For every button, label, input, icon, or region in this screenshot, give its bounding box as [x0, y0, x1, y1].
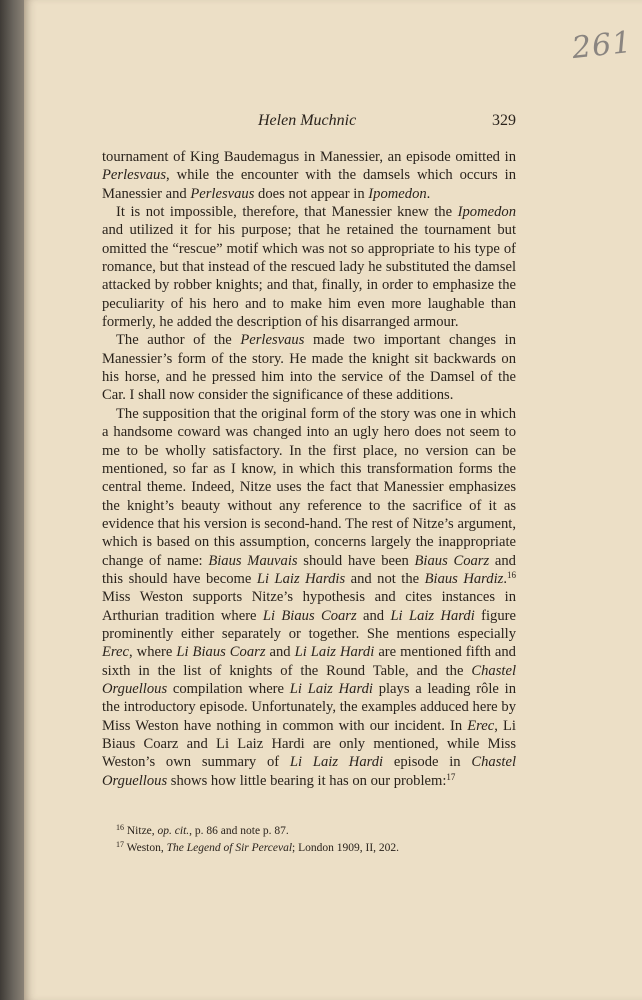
italic-text: Perlesvaus: [240, 332, 305, 349]
footnote-reference: 17: [446, 771, 456, 782]
text-run: and: [265, 644, 295, 661]
italic-text: Erec: [102, 644, 130, 661]
paragraph: [102, 148, 516, 203]
text-run: figure prominently either separately or together. She mentions especially: [102, 607, 516, 642]
italic-text: Perlesvaus: [102, 167, 167, 184]
paragraph: [102, 203, 516, 331]
italic-text: Li Biaus Coarz: [176, 644, 266, 661]
text-run: plays a leading rôle in the introductory episode. Unfortunately, the examples adduced here by Miss Weston have nothing in common with our incident. In: [102, 680, 516, 734]
text-run: It is not impossible, therefore, that Manessier knew the: [116, 204, 458, 221]
text-run: compilation where: [167, 680, 290, 697]
text-run: should have been: [297, 552, 415, 569]
text-run: shows how little bearing it has on our problem:: [167, 772, 447, 789]
italic-text: Li Laiz Hardis: [256, 570, 346, 587]
text-run: .: [426, 185, 431, 202]
book-spine-shadow: [0, 0, 24, 1000]
italic-text: Perlesvaus: [190, 185, 255, 202]
text-run: and: [356, 607, 391, 624]
text-run: ; London 1909, II, 202.: [292, 842, 400, 854]
italic-text: Chastel Orguellous: [102, 754, 516, 789]
body-text: [102, 148, 516, 790]
running-header: [102, 112, 516, 136]
italic-text: Li Laiz Hardi: [294, 644, 375, 661]
text-run: and not the: [345, 570, 425, 587]
italic-text: Biaus Coarz: [414, 552, 490, 569]
text-run: , while the encounter with the damsels which occurs in Manessier and: [102, 167, 516, 202]
footnote-marker: 17: [116, 840, 124, 849]
text-run: tournament of King Baudemagus in Manessier, an episode omitted in: [102, 149, 516, 165]
italic-text: Li Laiz Hardi: [390, 607, 475, 624]
text-run: Nitze,: [124, 825, 158, 837]
text-run: made two important changes in Manessier’s form of the story. He made the knight sit backwards on his horse, and he pressed him into the service of the Damsel of the Car. I shall now consider the significance of these additions.: [102, 332, 516, 404]
footnote-reference: 16: [507, 569, 516, 580]
handwritten-page-note: 261: [570, 24, 634, 67]
text-run: The supposition that the original form of the story was one in which a handsome coward was changed into an ugly hero does not seem to me to be wholly satisfactory. In the first place, no version can be mentioned, so far as I know, in which this transformation forms the central theme. Indeed, Nitze uses the fact that Manessier emphasizes the knight’s beauty without any reference to the sacrifice of it as evidence that his version is second-hand. The rest of Nitze’s argument, which is based on this assumption, concerns largely the inappropriate change of name:: [102, 405, 516, 569]
footnote-marker: 16: [116, 823, 124, 832]
text-run: , Li Biaus Coarz and Li Laiz Hardi are only mentioned, while Miss Weston’s own summary of: [102, 717, 516, 771]
italic-text: Biaus Hardiz: [424, 570, 504, 587]
page-number: 329: [492, 112, 516, 129]
italic-text: Chastel Orguellous: [102, 662, 516, 697]
italic-text: op. cit.: [157, 825, 190, 837]
text-run: and this should have become: [102, 552, 516, 587]
text-run: and utilized it for his purpose; that he retained the tournament but omitted the “rescue” motif which was not so appropriate to his type of romance, but that instead of the rescued lady he substituted the damsel attacked by robber knights; and that, finally, in order to emphasize the peculiarity of his hero and to make him even more laughable than formerly, he added the description of his disarranged armour.: [102, 222, 516, 331]
footnotes: [102, 823, 516, 857]
italic-text: Li Laiz Hardi: [289, 754, 384, 771]
footnote: [102, 823, 516, 840]
italic-text: Li Biaus Coarz: [262, 607, 357, 624]
italic-text: Ipomedon: [457, 204, 516, 221]
text-run: , p. 86 and note p. 87.: [189, 825, 289, 837]
text-run: Weston,: [124, 842, 167, 854]
text-run: , where: [129, 644, 177, 661]
paragraph: [102, 405, 516, 790]
italic-text: The Legend of Sir Perceval: [166, 842, 293, 854]
text-run: .: [503, 570, 507, 587]
paragraph: [102, 331, 516, 404]
text-run: does not appear in: [254, 185, 369, 202]
italic-text: Biaus Mauvais: [208, 552, 298, 569]
text-run: episode in: [383, 754, 472, 771]
italic-text: Li Laiz Hardi: [289, 680, 373, 697]
italic-text: Ipomedon: [368, 185, 427, 202]
text-run: are mentioned fifth and sixth in the list of knights of the Round Table, and the: [102, 644, 516, 679]
footnote: [102, 840, 516, 857]
text-run: The author of the: [116, 332, 241, 349]
italic-text: Erec: [467, 717, 495, 734]
running-header-author: Helen Muchnic: [258, 112, 357, 129]
text-run: Miss Weston supports Nitze’s hypothesis and cites instances in Arthurian tradition where: [102, 589, 516, 624]
